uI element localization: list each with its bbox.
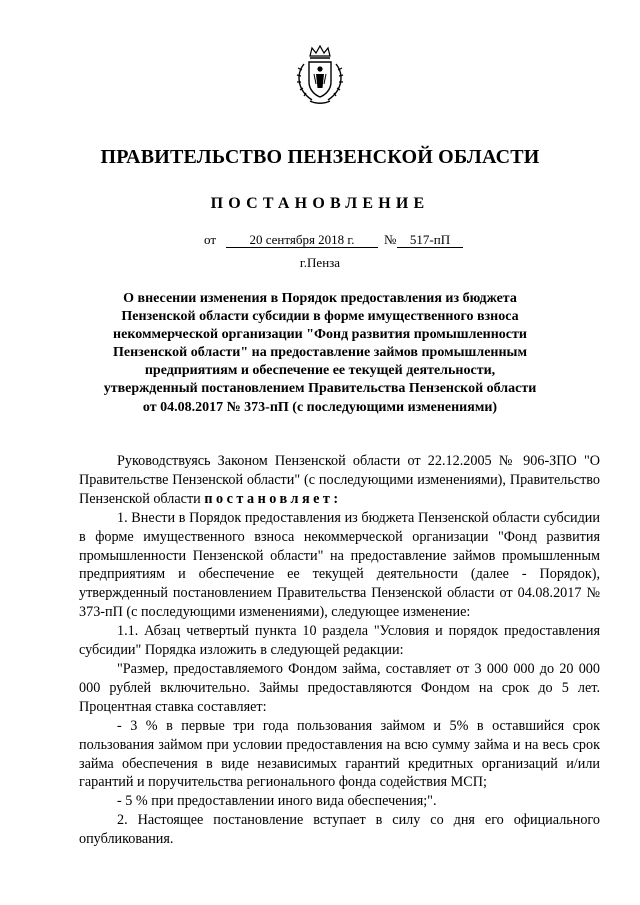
preamble-paragraph <box>79 452 600 509</box>
paragraph-2: 2. Настоящее постановление вступает в силу со дня его официального опубликования. <box>79 812 600 848</box>
paragraph-1: 1. Внести в Порядок предоставления из бюджета Пензенской области субсидии в форме имущественного взноса некоммерческой организации "Фонд развития промышленности Пензенской области" на предоставление займов промышленным предприятиям и обеспечение ее текущей деятельности (далее - Порядок), утвержденный постановлением Правительства Пензенской области от 04.08.2017 № 373-пП (с последующими изменениями), следующее изменение: <box>79 509 600 621</box>
rate-item-2: - 5 % при предоставлении иного вида обеспечения;". <box>117 793 437 810</box>
paragraph-1-1: 1.1. Абзац четвертый пункта 10 раздела "Условия и порядок предоставления субсидии" Порядка изложить в следующей редакции: <box>79 623 600 659</box>
org-title: ПРАВИТЕЛЬСТВО ПЕНЗЕНСКОЙ ОБЛАСТИ <box>100 146 540 168</box>
document-type: ПОСТАНОВЛЕНИЕ <box>210 195 430 212</box>
preamble-text: Руководствуясь Законом Пензенской области от 22.12.2005 № 906-ЗПО "О Правительстве Пензенской области" (с последующими изменениями), Правительство Пензенской области <box>79 453 600 507</box>
decree-word: постановляет: <box>204 490 342 507</box>
document-date: 20 сентября 2018 г. <box>226 232 378 248</box>
document-number: 517-пП <box>397 232 463 248</box>
number-label: № <box>384 232 397 247</box>
date-label: от <box>204 232 217 247</box>
penza-region-coat-of-arms-icon <box>294 44 346 106</box>
city: г.Пенза <box>299 255 341 270</box>
quoted-paragraph: "Размер, предоставляемого Фондом займа, составляет от 3 000 000 до 20 000 000 рублей включительно. Займы предоставляются Фондом на срок до 5 лет. Процентная ставка составляет: <box>79 660 600 715</box>
document-heading: О внесении изменения в Порядок предоставления из бюджета Пензенской области субсидии в форме имущественного взноса некоммерческой организации "Фонд развития промышленности Пензенской области" на предоставление займов промышленным предприятиям и обеспечение ее текущей деятельности, утвержденный постановлением Правительства Пензенской области от 04.08.2017 № 373-пП (с последующими изменениями) <box>103 291 537 415</box>
document-body <box>79 452 600 849</box>
rate-item-1: - 3 % в первые три года пользования займом и 5% в оставшийся срок пользования займом при условии предоставления на всю сумму займа и на весь срок займа обеспечения в виде независимых гарантий кредитных организаций и/или гарантий и поручительства регионального фонда содействия МСП; <box>79 717 600 791</box>
